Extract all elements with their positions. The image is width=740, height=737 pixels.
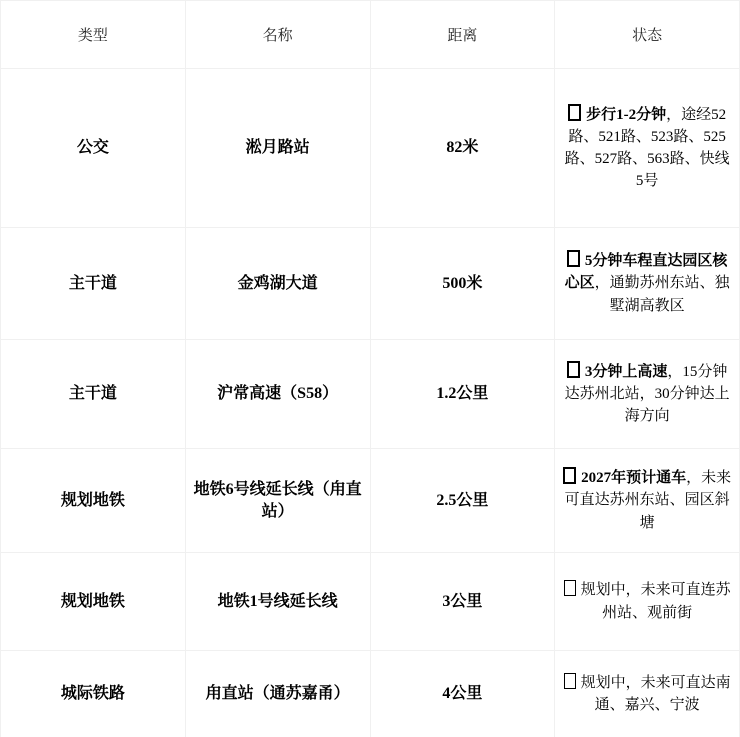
type-cell: 主干道	[1, 228, 186, 340]
status-emphasis: 5分钟车程直达园区核心区	[564, 253, 728, 292]
status-emphasis: 2027年预计通车	[581, 470, 687, 487]
table-row	[1, 651, 740, 737]
name-cell: 甪直站（通苏嘉甬）	[185, 651, 370, 737]
distance-cell: 1.2公里	[370, 340, 555, 449]
column-header-name: 名称	[185, 1, 370, 69]
status-text: 规划中，未来可直连苏州站、观前街	[580, 582, 731, 621]
missing-emoji-box-icon	[564, 580, 576, 596]
status-text: ，通勤苏州东站、独墅湖高教区	[594, 275, 730, 314]
name-cell: 沪常高速（S58）	[185, 340, 370, 449]
name-cell: 金鸡湖大道	[185, 228, 370, 340]
status-cell	[555, 449, 740, 553]
column-header-type: 类型	[1, 1, 186, 69]
table-row	[1, 69, 740, 228]
distance-cell: 500米	[370, 228, 555, 340]
status-cell	[555, 69, 740, 228]
missing-emoji-box-icon	[567, 361, 580, 378]
missing-emoji-box-icon	[568, 104, 581, 121]
type-cell: 规划地铁	[1, 553, 186, 651]
type-cell: 主干道	[1, 340, 186, 449]
type-cell: 城际铁路	[1, 651, 186, 737]
table-row	[1, 340, 740, 449]
name-cell: 地铁6号线延长线（甪直站）	[185, 449, 370, 553]
column-header-distance: 距离	[370, 1, 555, 69]
table-row	[1, 228, 740, 340]
status-cell	[555, 228, 740, 340]
distance-cell: 4公里	[370, 651, 555, 737]
type-cell: 公交	[1, 69, 186, 228]
status-cell	[555, 340, 740, 449]
missing-emoji-box-icon	[563, 467, 576, 484]
name-cell: 淞月路站	[185, 69, 370, 228]
status-text: ，未来可直达苏州东站、园区斜塘	[564, 470, 732, 531]
distance-cell: 3公里	[370, 553, 555, 651]
type-cell: 规划地铁	[1, 449, 186, 553]
status-text: ，途经52路、521路、523路、525路、527路、563路、快线5号	[564, 106, 730, 190]
distance-cell: 2.5公里	[370, 449, 555, 553]
column-header-status: 状态	[555, 1, 740, 69]
status-cell	[555, 553, 740, 651]
status-emphasis: 步行1-2分钟	[586, 106, 667, 123]
status-cell	[555, 651, 740, 737]
name-cell: 地铁1号线延长线	[185, 553, 370, 651]
missing-emoji-box-icon	[564, 673, 576, 689]
table-row	[1, 553, 740, 651]
missing-emoji-box-icon	[567, 250, 580, 267]
table-row	[1, 449, 740, 553]
header-row	[1, 1, 740, 69]
distance-cell: 82米	[370, 69, 555, 228]
status-emphasis: 3分钟上高速	[584, 363, 668, 380]
status-text: ，15分钟达苏州北站，30分钟达上海方向	[564, 363, 730, 425]
status-text: 规划中，未来可直达南通、嘉兴、宁波	[580, 674, 731, 713]
